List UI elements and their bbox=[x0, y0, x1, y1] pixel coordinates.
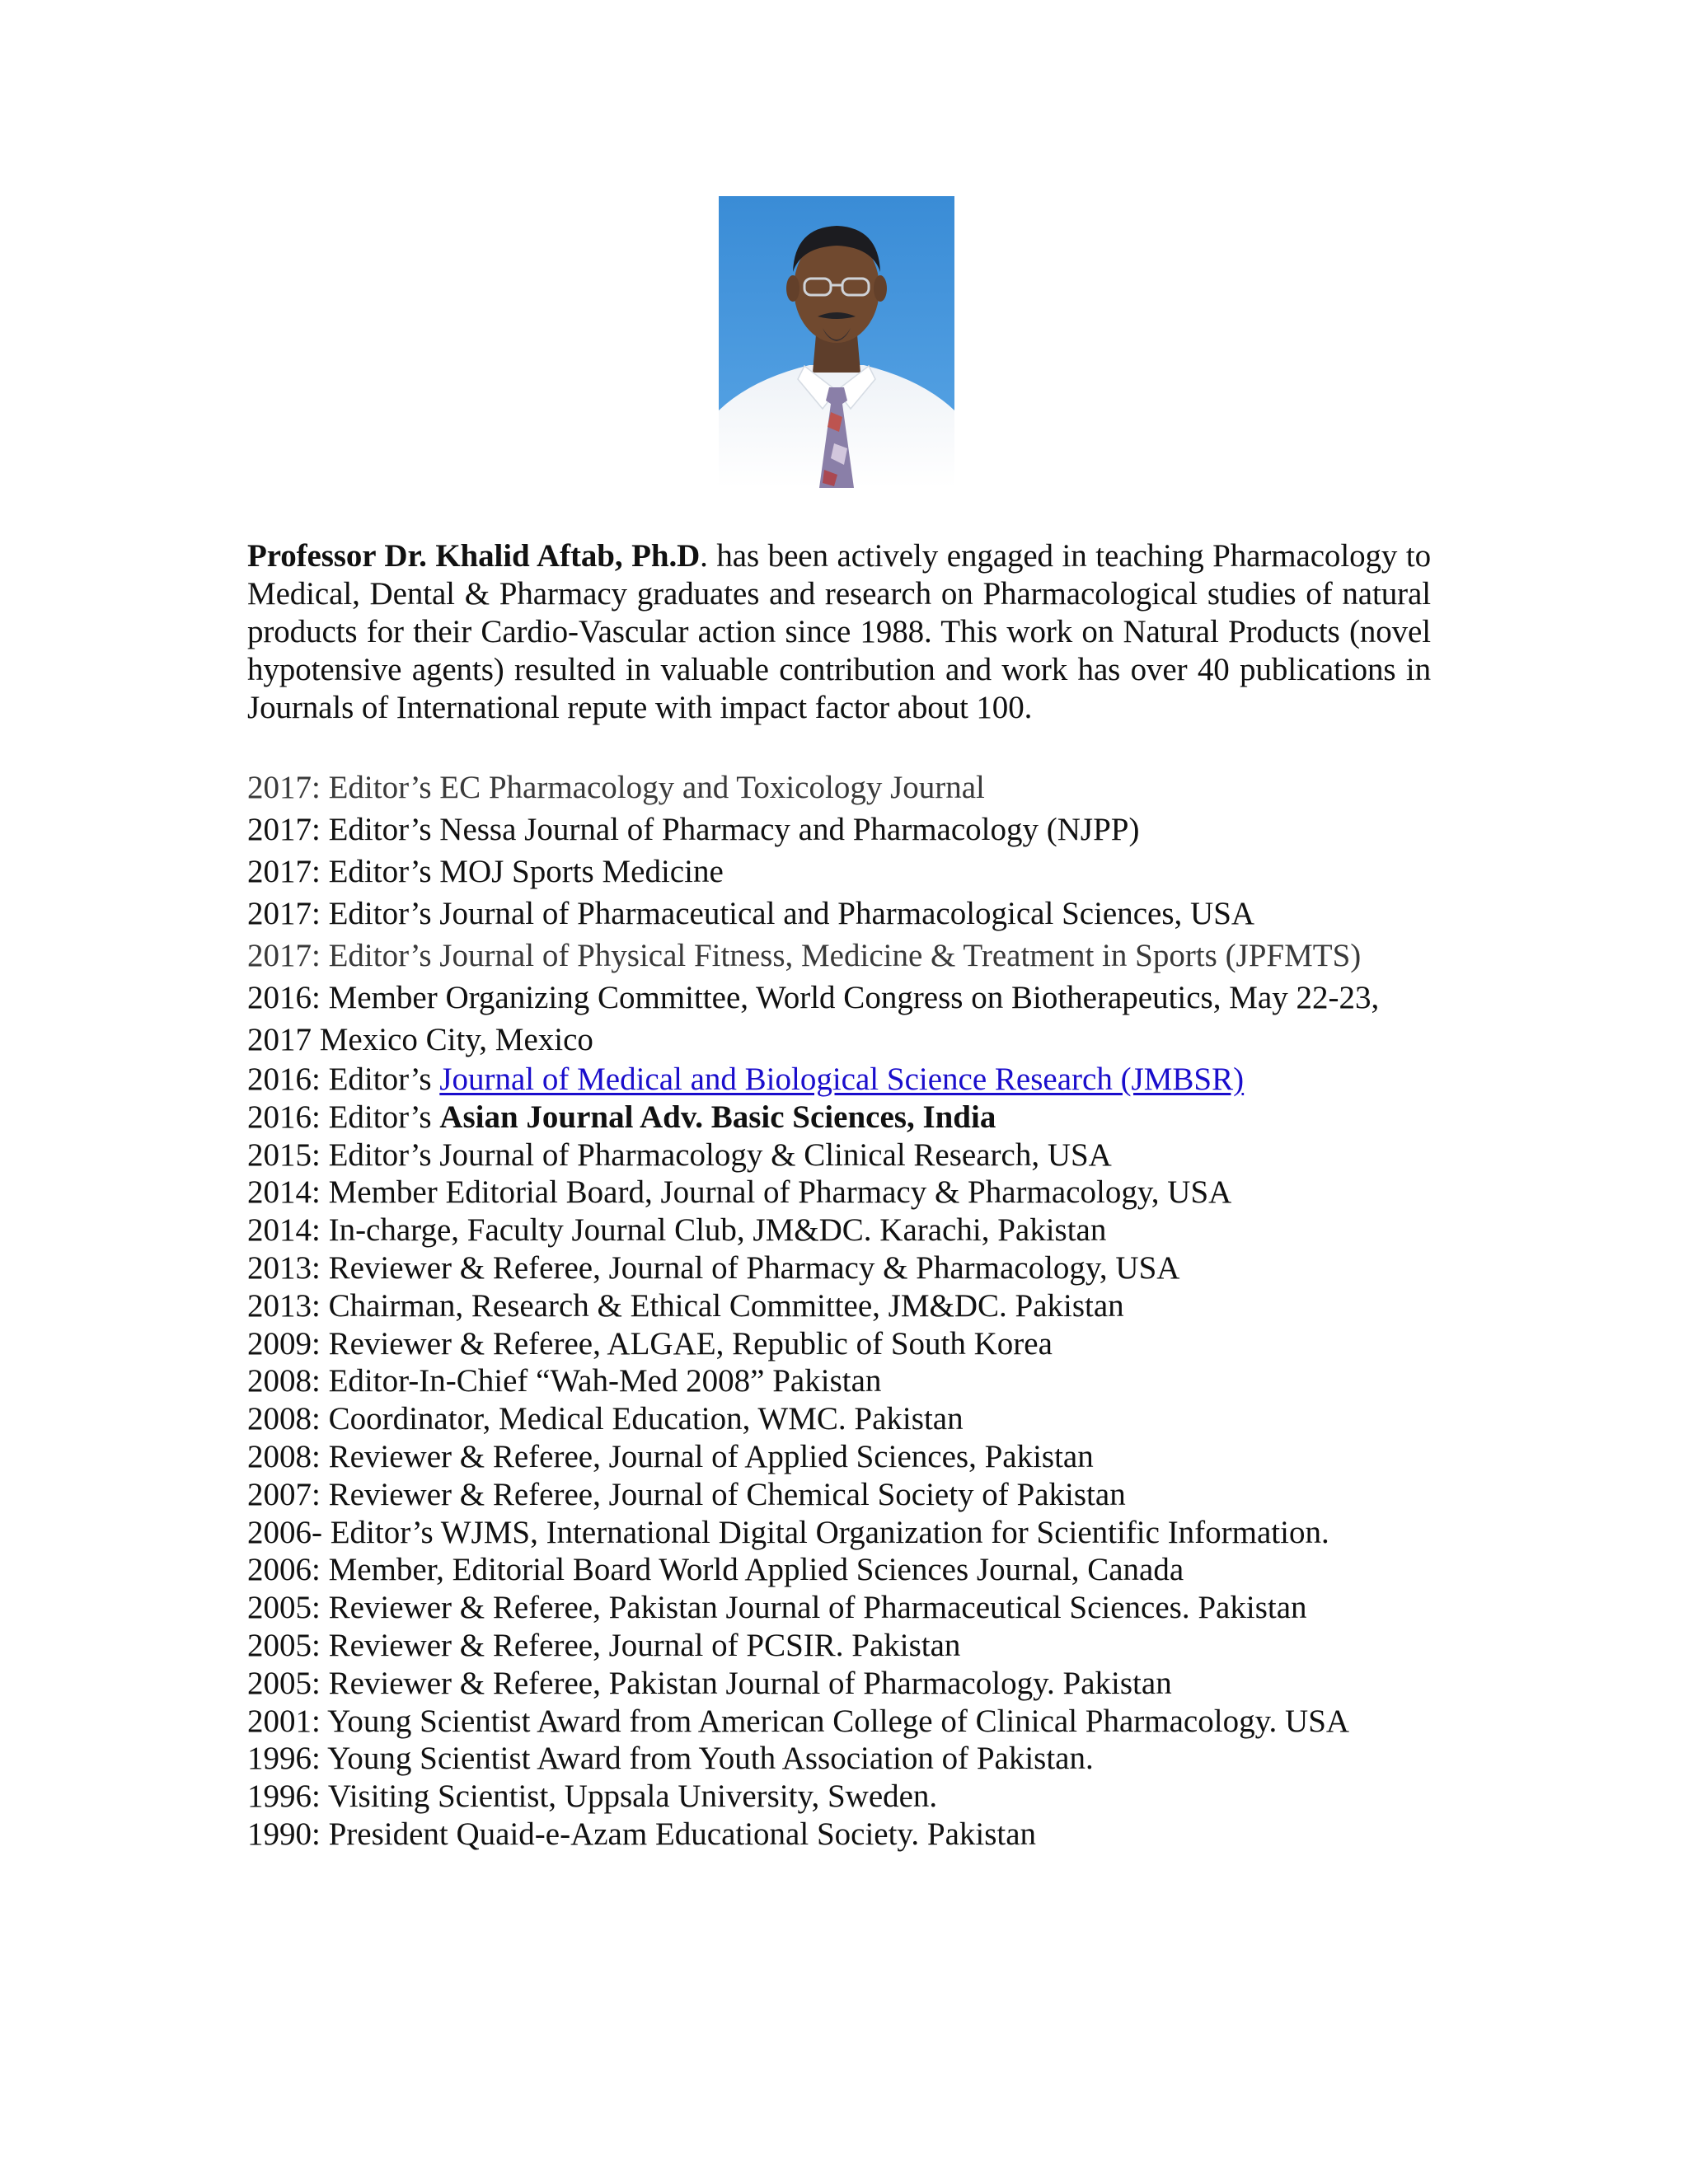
achievement-prefix: 2016: Editor’s bbox=[247, 1062, 440, 1097]
achievement-item: 2016: Member Organizing Committee, World Congress on Biotherapeutics, May 22-23, bbox=[247, 980, 1380, 1015]
achievement-item: 2006- Editor’s WJMS, International Digital Organization for Scientific Information. bbox=[247, 1514, 1329, 1550]
intro-text: . has been actively engaged in teaching Pharmacology to Medical, Dental & Pharmacy graduates and research on Pharmacological studies of natural products for their Cardio-Vascular action since 1988. This work on Natural Products (novel hypotensive agents) resulted in valuable contribution and work has over 40 publications in Journals of International repute with impact factor about 100. bbox=[247, 538, 1431, 725]
achievement-prefix: 2016: Editor’s bbox=[247, 1099, 440, 1135]
achievement-item: 1996: Young Scientist Award from Youth Association of Pakistan. bbox=[247, 1741, 1094, 1777]
achievement-item bbox=[247, 1099, 1467, 1137]
achievement-item: 2008: Coordinator, Medical Education, WMC. Pakistan bbox=[247, 1401, 964, 1437]
achievement-item: 1990: President Quaid-e-Azam Educational Society. Pakistan bbox=[247, 1816, 1037, 1852]
achievement-item bbox=[247, 1061, 1467, 1099]
achievement-bold-title: Asian Journal Adv. Basic Sciences, India bbox=[439, 1099, 996, 1135]
achievement-item: 1996: Visiting Scientist, Uppsala University, Sweden. bbox=[247, 1779, 938, 1815]
achievement-item: 2009: Reviewer & Referee, ALGAE, Republic of South Korea bbox=[247, 1325, 1053, 1361]
achievement-item: 2017: Editor’s EC Pharmacology and Toxicology Journal bbox=[247, 770, 985, 805]
achievement-item: 2017: Editor’s Journal of Physical Fitness, Medicine & Treatment in Sports (JPFMTS) bbox=[247, 938, 1362, 973]
achievements-list bbox=[247, 766, 1467, 1854]
jmbsr-journal-link[interactable]: Journal of Medical and Biological Science Research (JMBSR) bbox=[439, 1062, 1245, 1097]
achievement-item: 2014: Member Editorial Board, Journal of Pharmacy & Pharmacology, USA bbox=[247, 1174, 1232, 1211]
achievement-item: 2006: Member, Editorial Board World Applied Sciences Journal, Canada bbox=[247, 1552, 1184, 1588]
achievement-item: 2005: Reviewer & Referee, Journal of PCSIR. Pakistan bbox=[247, 1627, 961, 1663]
achievement-item: 2017: Editor’s Nessa Journal of Pharmacy and Pharmacology (NJPP) bbox=[247, 812, 1140, 847]
achievement-item: 2014: In-charge, Faculty Journal Club, JM&DC. Karachi, Pakistan bbox=[247, 1212, 1107, 1249]
achievement-item: 2017: Editor’s MOJ Sports Medicine bbox=[247, 854, 724, 889]
achievement-item: 2005: Reviewer & Referee, Pakistan Journal of Pharmacology. Pakistan bbox=[247, 1665, 1172, 1701]
achievement-item: 2001: Young Scientist Award from American College of Clinical Pharmacology. USA bbox=[247, 1703, 1350, 1739]
achievement-item: 2005: Reviewer & Referee, Pakistan Journal of Pharmaceutical Sciences. Pakistan bbox=[247, 1590, 1307, 1626]
achievement-item: 2015: Editor’s Journal of Pharmacology & Clinical Research, USA bbox=[247, 1137, 1112, 1173]
portrait-photo-icon bbox=[719, 196, 954, 488]
achievement-item: 2017 Mexico City, Mexico bbox=[247, 1022, 593, 1057]
achievement-item: 2017: Editor’s Journal of Pharmaceutical and Pharmacological Sciences, USA bbox=[247, 896, 1255, 931]
profile-photo bbox=[719, 196, 954, 488]
achievement-item: 2008: Editor-In-Chief “Wah-Med 2008” Pakistan bbox=[247, 1363, 882, 1399]
intro-paragraph bbox=[247, 537, 1431, 727]
achievement-item: 2013: Chairman, Research & Ethical Committee, JM&DC. Pakistan bbox=[247, 1287, 1124, 1324]
author-name: Professor Dr. Khalid Aftab, Ph.D bbox=[247, 538, 701, 574]
achievement-item: 2008: Reviewer & Referee, Journal of Applied Sciences, Pakistan bbox=[247, 1438, 1094, 1474]
achievement-item: 2007: Reviewer & Referee, Journal of Chemical Society of Pakistan bbox=[247, 1476, 1126, 1512]
achievement-item: 2013: Reviewer & Referee, Journal of Pharmacy & Pharmacology, USA bbox=[247, 1249, 1180, 1286]
